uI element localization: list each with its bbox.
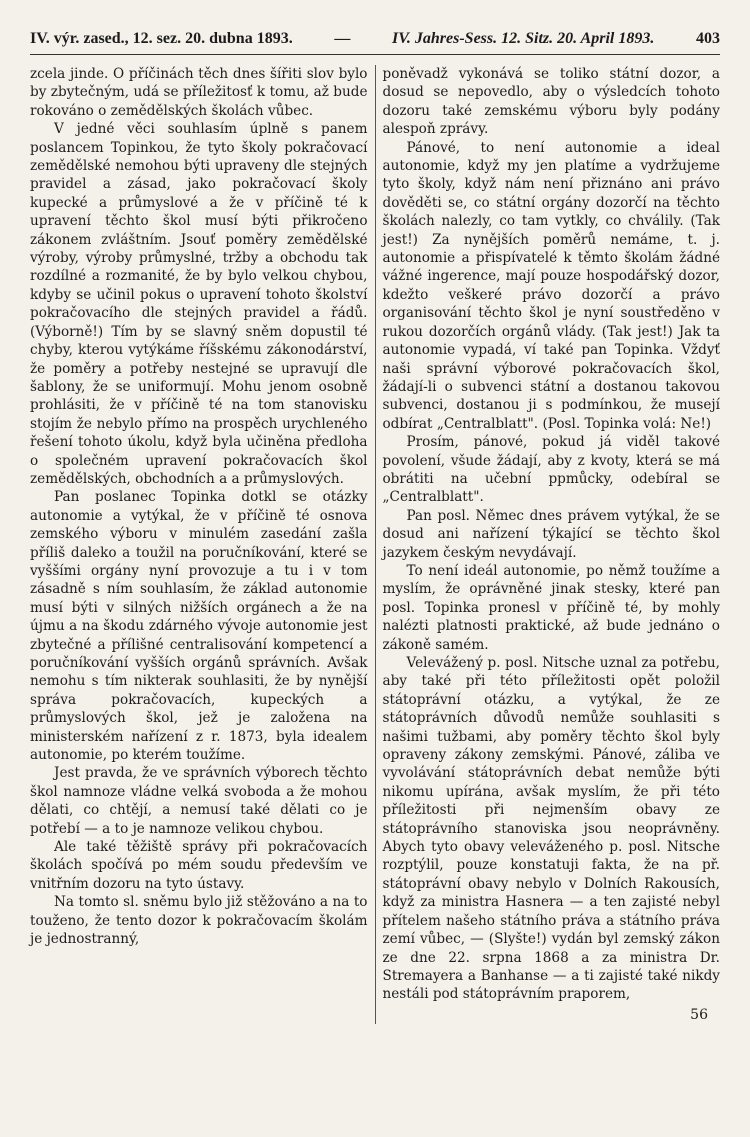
running-header bbox=[30, 30, 720, 55]
paragraph: Na tomto sl. sněmu bylo již stěžováno a na to touženo, že tento dozor k pokračovacím školám je jednostranný, bbox=[30, 894, 368, 948]
header-czech: IV. výr. zased., 12. sez. 20. dubna 1893. bbox=[30, 30, 293, 47]
paragraph: Velevážený p. posl. Nitsche uznal za potřebu, aby také při této příležitosti opět položil státoprávní otázku, a vytýkal, že ze státoprávních důvodů nemůže souhlasiti s našimi tužbami, aby poměry těchto škol byly opraveny zákony zemskými. Pánové, záliba ve vyvolávání státoprávních debat nemůže býti nikomu upírána, avšak myslím, že při této příležitosti při nejmenším obavy ze státoprávního stanoviska jsou neoprávněny. Abych tyto obavy veleváženého p. posl. Nitsche rozptýlil, pouze konstatuji fakta, že na př. státoprávní obavy nebylo v Dolních Rakousích, když za ministra Hasnera — a ten zajisté nebyl přítelem našeho státního práva a státního práva zemí vůbec, — (Slyšte!) vydán byl zemský zákon ze dne 22. srpna 1868 a za ministra Dr. Stremayera a Banhanse — a ti zajisté také nikdy nestáli pod státoprávním praporem, bbox=[382, 655, 720, 1003]
paragraph: Pan poslanec Topinka dotkl se otázky autonomie a vytýkal, že v příčině té osnova zemského výboru v minulém zasedání zašla příliš daleko a toužil na poručníkování, které se vyššími orgány nyní provozuje a tu i v tom zásadně s ním souhlasím, že základ autonomie musí býti v silných nižších orgánech a že na újmu a na škodu zdárného vývoje autonomie jest zbytečné a přílišné centralisování kompetencí a poručníkování vyšších orgánů správních. Avšak nemohu s tím nikterak souhlasiti, že by nynější správa pokračovacích, kupeckých a průmyslových škol, jež je založena na ministerském nařízení z r. 1873, byla idealem autonomie, po kterém toužíme. bbox=[30, 489, 368, 764]
paragraph: poněvadž vykonává se toliko státní dozor, a dosud se nepovedlo, aby o výsledcích tohoto dozoru také zemskému výboru byly podány alespoň zprávy. bbox=[382, 66, 720, 138]
header-page-number: 403 bbox=[696, 30, 720, 47]
paragraph: To není ideál autonomie, po němž toužíme a myslím, že oprávněné jinak stesky, které pan posl. Topinka pronesl v příčině té, by mohly nalézti platnosti praktické, až bude jednáno o zákoně samém. bbox=[382, 562, 720, 653]
header-dash: — bbox=[334, 30, 351, 47]
paragraph: Jest pravda, že ve správních výborech těchto škol namnoze vládne velká svoboda a že mohou dělati, co chtějí, a nemusí také dělati co je potřebí — a to je namnoze velikou chybou. bbox=[30, 765, 368, 837]
document-page bbox=[30, 30, 720, 1024]
paragraph: Pánové, to není autonomie a ideal autonomie, když my jen platíme a vydržujeme tyto školy, když nám není přiznáno ani právo dověděti se, co státní orgány dozorčí na těchto školách nalezly, co tam vytkly, co chválily. (Tak jest!) Za nynějších poměrů nemáme, t. j. autonomie a přispívatelé k těmto školám žádné vážné ingerence, mají pouze hospodářský dozor, kdežto veškeré právo dozorčí a právo organisování těchto škol je nyní soustředěno v rukou dozorčích orgánů vlády. (Tak jest!) Jak ta autonomie vypadá, ví také pan Topinka. Vždyť naši správní výborové pokračovacích škol, žádají-li o subvenci státní a dostanou takovou subvenci, dostanou ji s podmínkou, že musejí odbírat „Centralblatt". (Posl. Topinka volá: Ne!) bbox=[382, 139, 720, 432]
right-column bbox=[375, 65, 721, 1024]
footer-page-number: 56 bbox=[690, 1006, 708, 1023]
paragraph: Ale také těžiště správy při pokračovacích školách spočívá po mém soudu především ve vnitřním dozoru na tyto ústavy. bbox=[30, 839, 368, 892]
two-column-body bbox=[30, 65, 720, 1024]
left-column bbox=[30, 65, 375, 1024]
paragraph: Prosím, pánové, pokud já viděl takové povolení, všude žádají, aby z kvoty, která se má obrátiti na učební ppmůcky, odebíral se „Centralblatt". bbox=[382, 434, 720, 506]
paragraph: V jedné věci souhlasím úplně s panem poslancem Topinkou, že tyto školy pokračovací zemědělské nemohou býti upraveny dle stejných pravidel a zásad, jako pokračovací školy kupecké a průmyslové a že v příčině té k upravení těchto škol musí býti přikročeno zákonem zvláštním. Jsouť poměry zemědělské výroby, výroby průmyslné, tržby a obchodu tak rozdílné a rozmanité, že by bylo velkou chybou, kdyby se učinil pokus o upravení tohoto školství pokračovacího dle stejných pravidel a řádů. (Výborně!) Tím by se slavný sněm dopustil té chyby, kterou vytýkáme říšskému zákonodárství, že poměry a potřeby nestejné se upravují dle šablony, že se uniformují. Mohu jenom osobně prohlásiti, že v příčině té na tom stanovisku stojím že nebylo přímo na prospěch urychleného řešení tohoto úkolu, když byla učiněna předloha o společném upravení pokračovacích škol zemědělských, obchodních a a průmyslových. bbox=[30, 121, 368, 487]
paragraph: zcela jinde. O příčinách těch dnes šířiti slov bylo by zbytečným, udá se příležitosť k tomu, až bude rokováno o zemědělských školách vůbec. bbox=[30, 66, 368, 119]
paragraph: Pan posl. Němec dnes právem vytýkal, že se dosud ani nařízení týkající se těchto škol jazykem českým nevydávají. bbox=[382, 507, 720, 561]
header-german: IV. Jahres-Sess. 12. Sitz. 20. April 1893. bbox=[392, 30, 655, 47]
